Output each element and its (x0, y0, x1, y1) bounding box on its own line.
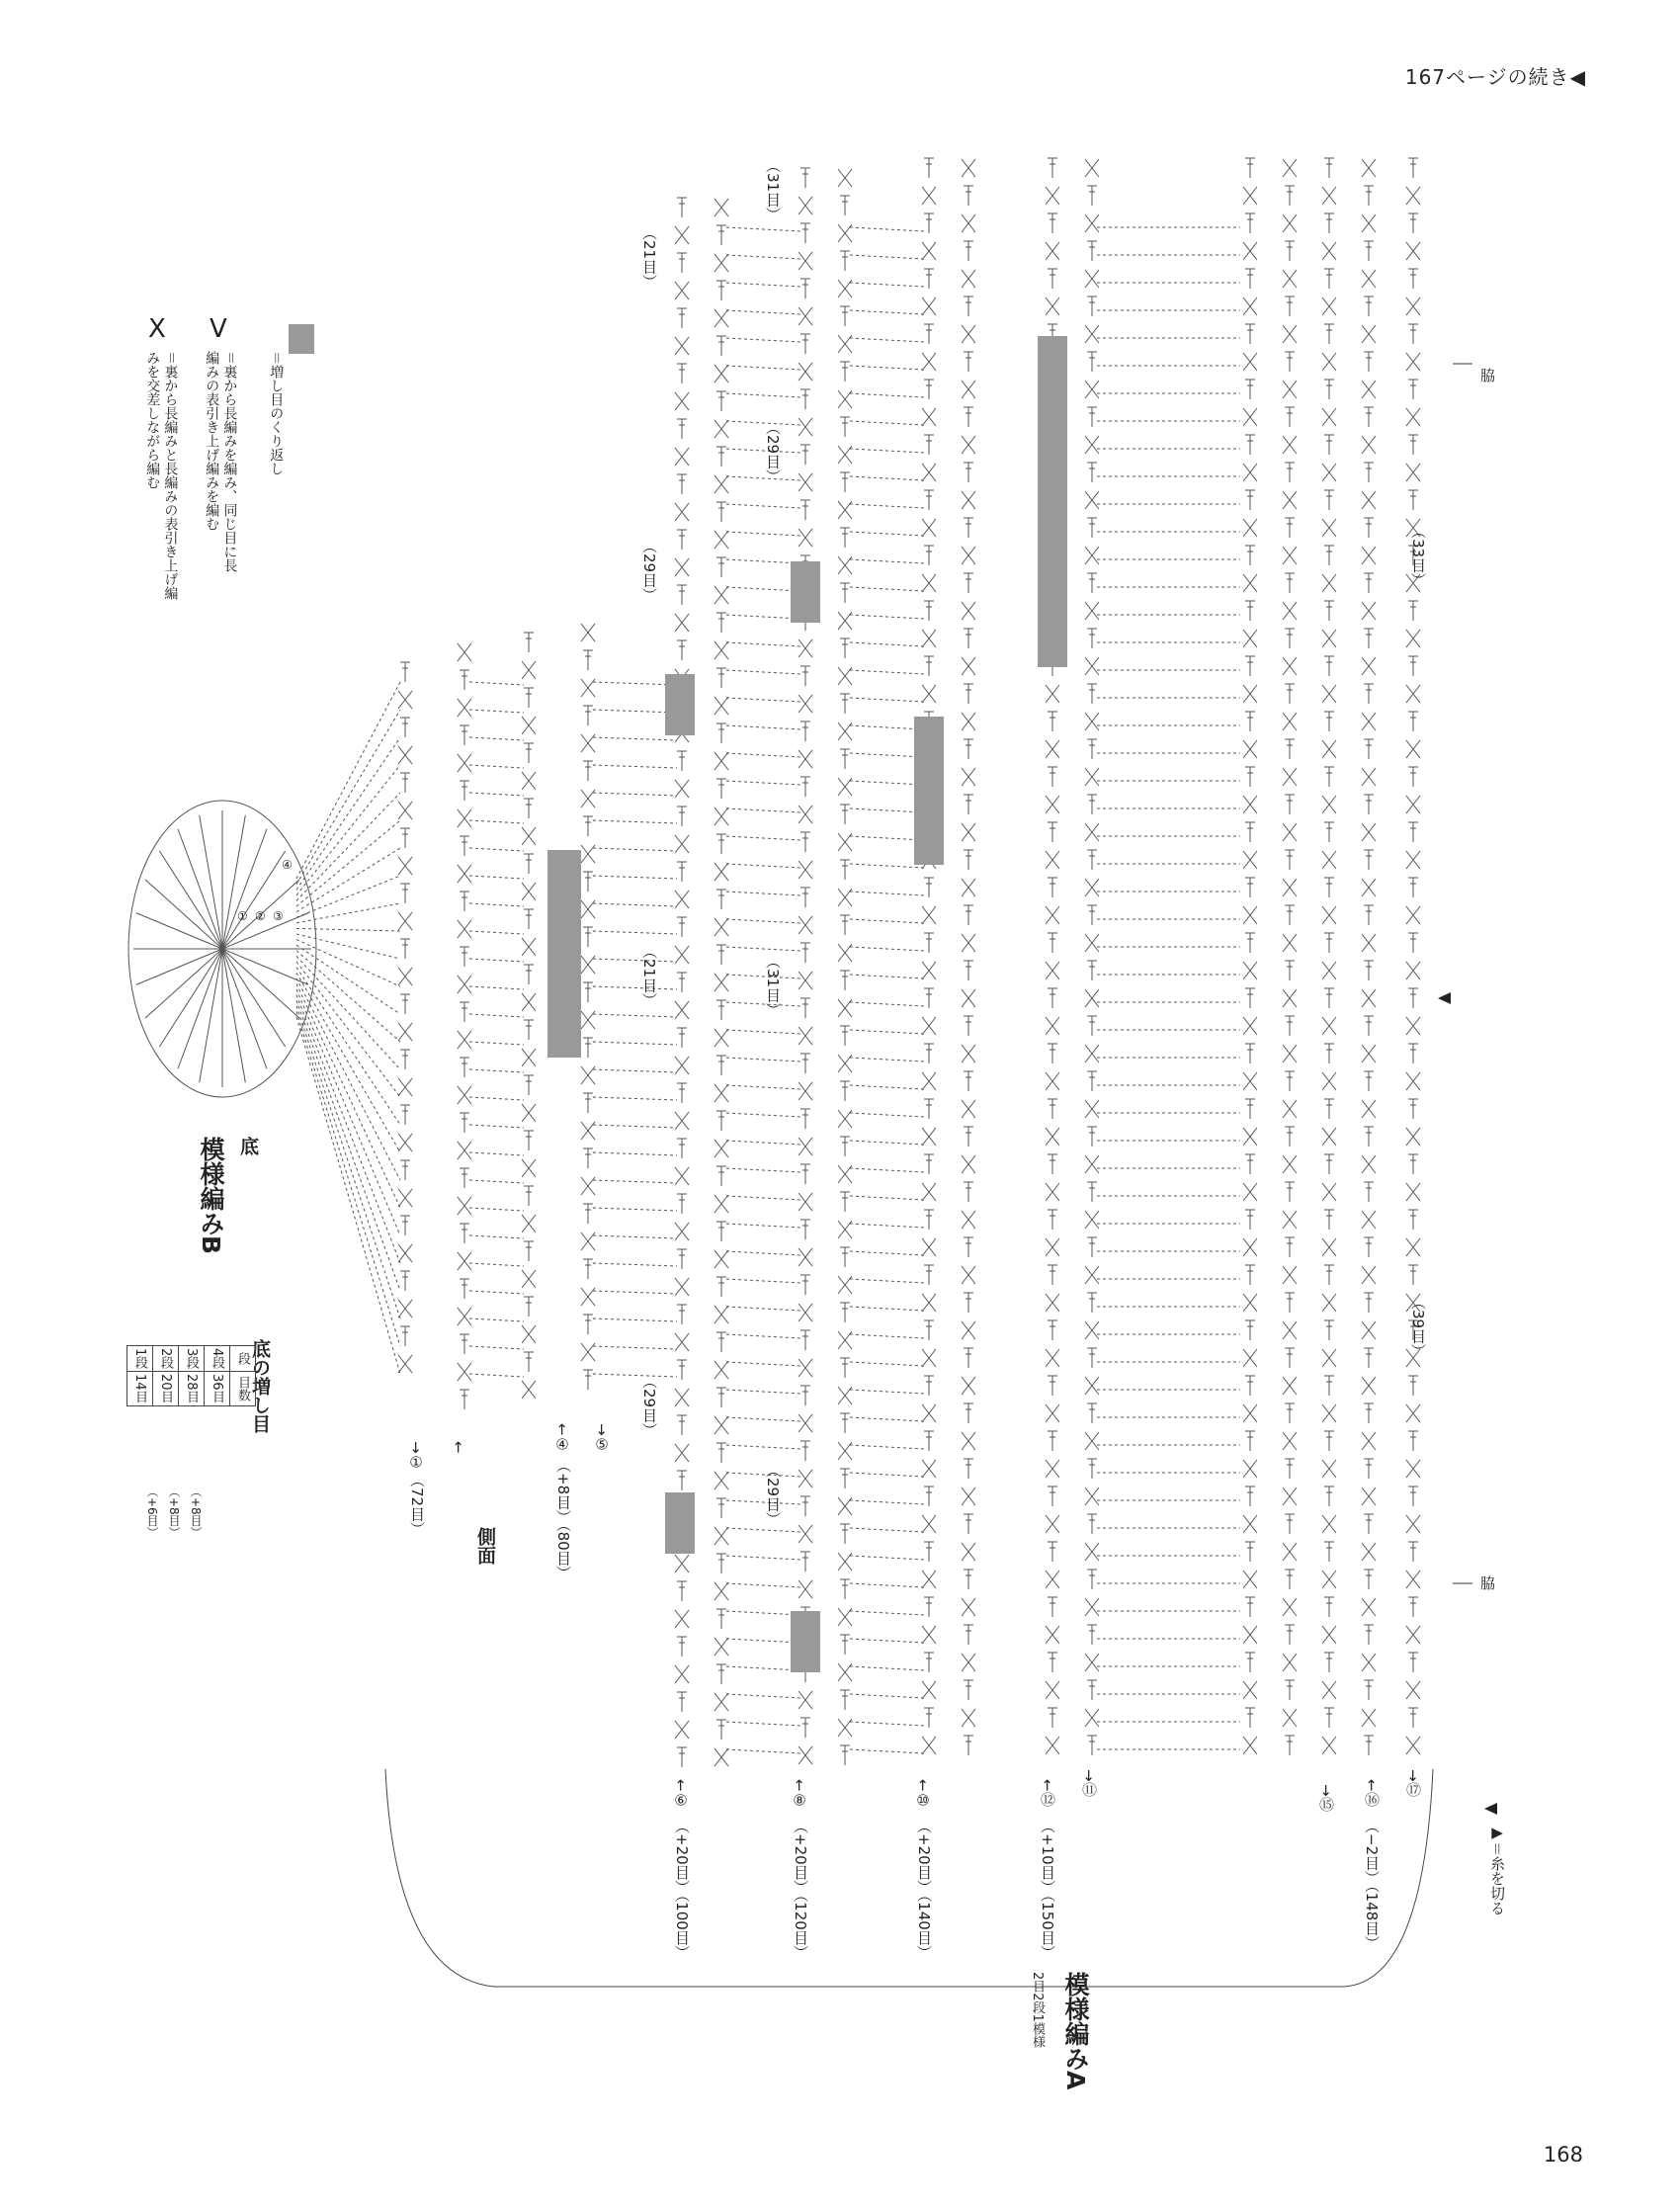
stitch-line (850, 1141, 924, 1145)
stitch-line (726, 753, 800, 757)
stitch-line (222, 949, 299, 1018)
stitch-line (593, 1291, 677, 1294)
stitch-line (469, 737, 524, 740)
stitch-line (726, 1113, 800, 1117)
stitch-line (726, 1583, 800, 1587)
stitch-line (726, 1196, 800, 1200)
stitch-line (850, 725, 924, 729)
pattern-a-bracket (385, 1769, 1433, 1987)
table-cell: 3段 (179, 1346, 205, 1372)
stitch-line (850, 947, 924, 951)
stitch-line (726, 1307, 800, 1311)
stitch-line (850, 1611, 924, 1615)
row-label-marker: ←⑫ (1039, 1779, 1056, 1807)
stitch-line (850, 1445, 924, 1449)
stitch-line (726, 1417, 800, 1421)
stitch-line (850, 892, 924, 895)
segment-count: （33目） (1409, 524, 1427, 588)
increase-block (547, 850, 581, 1058)
stitch-line (726, 1749, 800, 1753)
cut-yarn-legend-marker (1484, 1803, 1497, 1815)
stitch-line (726, 1639, 800, 1643)
row-label-marker: ←⑧ (791, 1779, 808, 1810)
stitch-line (726, 366, 800, 370)
stitch-line (726, 1168, 800, 1172)
stitch-line (469, 1235, 524, 1238)
increase-block (665, 1492, 695, 1554)
stitch-line (469, 710, 524, 713)
stitch-line (726, 1030, 800, 1034)
stitch-line (850, 753, 924, 757)
bottom-round-1: ① (237, 909, 248, 923)
stitch-line (726, 255, 800, 259)
stitch-line (850, 421, 924, 425)
increase-block (791, 561, 820, 623)
stitch-line (469, 959, 524, 962)
stitch-line (593, 1014, 677, 1017)
stitch-line (593, 959, 677, 962)
stitch-line (296, 962, 400, 1097)
stitch-line (178, 829, 222, 949)
stitch-line (469, 903, 524, 906)
stitch-line (850, 1473, 924, 1477)
increase-block (791, 1611, 820, 1672)
stitch-line (850, 393, 924, 397)
stitch-line (850, 1722, 924, 1726)
bottom-round-3: ③ (273, 909, 284, 923)
stitch-line (469, 848, 524, 851)
stitch-line (469, 986, 524, 989)
pattern-a-title: 模様編みA (1061, 1972, 1090, 2090)
stitch-line (593, 1346, 677, 1349)
stitch-line (726, 393, 800, 397)
stitch-line (469, 793, 524, 796)
cut-yarn-marker (1438, 992, 1451, 1004)
row-label-note: （+10目）（150目） (1039, 1819, 1056, 1960)
stitch-line (850, 1002, 924, 1006)
stitch-line (726, 1528, 800, 1532)
increase-block (914, 717, 944, 865)
stitch-line (726, 725, 800, 729)
stitch-line (850, 615, 924, 619)
stitch-line (159, 949, 222, 1047)
table-change: （+6目） (145, 1486, 159, 1539)
stitch-line (469, 1291, 524, 1294)
increase-block (1038, 336, 1067, 667)
stitch-line (850, 1058, 924, 1062)
stitch-line (593, 1125, 677, 1128)
row-label-marker: ←⑥ (672, 1779, 690, 1810)
stitch-line (850, 781, 924, 785)
stitch-line (296, 978, 400, 1180)
stitch-line (850, 1334, 924, 1338)
stitch-line (726, 1251, 800, 1255)
row-label-note: （+20目）（100目） (673, 1819, 691, 1960)
segment-count: （31目） (764, 954, 782, 1018)
stitch-line (850, 1030, 924, 1034)
stitch-line (296, 928, 400, 931)
stitch-line (850, 1224, 924, 1228)
bottom-title: 底 (237, 1137, 259, 1155)
stitch-line (469, 1346, 524, 1349)
stitch-line (593, 876, 677, 879)
stitch-line (222, 829, 267, 949)
stitch-line (726, 559, 800, 563)
row-label-marker: →⑮ (1317, 1784, 1335, 1812)
page-number: 168 (1543, 2143, 1583, 2167)
stitch-line (726, 587, 800, 591)
segment-count: （39目） (1409, 1295, 1427, 1359)
stitch-line (296, 876, 400, 917)
stitch-line (850, 1251, 924, 1255)
stitch-line (222, 949, 308, 984)
stitch-line (469, 1208, 524, 1211)
legend-cut-yarn: ▶＝糸を切る (1488, 1824, 1506, 1916)
stitch-line (726, 1085, 800, 1089)
stitch-line (850, 1168, 924, 1172)
stitch-line (726, 808, 800, 812)
stitch-line (850, 1500, 924, 1504)
stitch-line (850, 449, 924, 453)
stitch-line (726, 1058, 800, 1062)
stitch-line (726, 670, 800, 674)
stitch-line (850, 1749, 924, 1753)
stitch-line (850, 255, 924, 259)
stitch-line (296, 989, 400, 1235)
stitch-line (850, 366, 924, 370)
row-label-marker: →⑪ (1080, 1769, 1098, 1797)
table-header: 段 (230, 1346, 256, 1372)
table-cell: 4段 (205, 1346, 230, 1372)
side-marker-bottom: 脇 (1478, 1575, 1496, 1590)
table-cell: 36目 (205, 1372, 230, 1406)
stitch-line (726, 1362, 800, 1366)
stitch-line (296, 765, 400, 895)
increase-table-title: 底の増し目 (249, 1339, 271, 1433)
segment-count: （21目） (640, 225, 658, 290)
stitch-line (469, 1180, 524, 1183)
stitch-line (296, 1000, 400, 1291)
stitch-line (726, 781, 800, 785)
stitch-line (726, 1141, 800, 1145)
stitch-line (469, 1042, 524, 1045)
stitch-line (200, 949, 222, 1082)
stitch-line (850, 1362, 924, 1366)
stitch-line (726, 1224, 800, 1228)
stitch-line (850, 1417, 924, 1421)
table-cell: 20目 (153, 1372, 179, 1406)
stitch-line (145, 949, 222, 1018)
stitch-line (850, 1390, 924, 1394)
table-cell: 1段 (127, 1346, 153, 1372)
stitch-line (726, 947, 800, 951)
stitch-line (726, 1445, 800, 1449)
stitch-line (593, 737, 677, 740)
stitch-line (593, 1097, 677, 1100)
stitch-line (850, 1694, 924, 1698)
stitch-line (296, 983, 400, 1208)
legend-shaded: ＝増し目のくり返し (268, 351, 285, 475)
row-label-marker: →⑰ (1404, 1769, 1422, 1797)
continued-from-note: 167ページの続き◀ (1404, 65, 1586, 89)
stitch-line (593, 848, 677, 851)
stitch-line (469, 1014, 524, 1017)
pattern-b-title: 模様編みB (197, 1137, 225, 1255)
stitch-line (222, 949, 245, 1082)
row-label-marker: ← (450, 1441, 467, 1454)
stitch-line (726, 310, 800, 314)
stitch-line (850, 1666, 924, 1670)
stitch-line (136, 913, 222, 949)
stitch-line (469, 1069, 524, 1072)
stitch-line (593, 1152, 677, 1155)
table-cell: 14目 (127, 1372, 153, 1406)
stitch-line (469, 931, 524, 934)
stitch-line (469, 1152, 524, 1155)
stitch-line (850, 227, 924, 231)
stitch-line (850, 919, 924, 923)
stitch-line (593, 793, 677, 796)
stitch-line (850, 642, 924, 646)
stitch-line (850, 476, 924, 480)
row-label-note: （+20目）（140目） (915, 1819, 933, 1960)
stitch-line (850, 1085, 924, 1089)
table-cell: 2段 (153, 1346, 179, 1372)
stitch-line (726, 504, 800, 508)
table-header: 目数 (230, 1372, 256, 1406)
segment-count: （21目） (640, 944, 658, 1008)
row-label-marker: ←④ (553, 1423, 571, 1454)
stitch-line (593, 1318, 677, 1321)
bottom-round-2: ② (255, 909, 266, 923)
stitch-line (850, 1528, 924, 1532)
stitch-line (593, 820, 677, 823)
stitch-line (469, 682, 524, 685)
stitch-line (726, 919, 800, 923)
stitch-line (726, 1611, 800, 1615)
stitch-line (850, 338, 924, 342)
row-label-marker: →⑤ (593, 1423, 611, 1454)
stitch-line (469, 1263, 524, 1266)
stitch-line (593, 1042, 677, 1045)
table-change: （+8目） (189, 1486, 203, 1539)
row-label-note: （+8目）（80目） (554, 1458, 572, 1580)
legend-cross-stitch: ＝裏から長編みと長編みの表引き上げ編みを交差しながら編む (144, 351, 179, 600)
stitch-line (850, 864, 924, 868)
legend-v-stitch: ＝裏から長編みを編み、同じ目に長編みの表引き上げ編みを編む (204, 351, 238, 572)
stitch-line (469, 765, 524, 768)
stitch-line (296, 1017, 400, 1374)
increase-block (665, 674, 695, 735)
stitch-line (593, 765, 677, 768)
stitch-line (469, 1318, 524, 1321)
stitch-line (178, 949, 222, 1068)
stitch-line (593, 1208, 677, 1211)
stitch-line (296, 995, 400, 1263)
stitch-line (593, 1263, 677, 1266)
row-label-note: （−2目）（148目） (1363, 1819, 1381, 1951)
segment-count: （29目） (764, 420, 782, 484)
stitch-line (850, 975, 924, 978)
stitch-line (726, 698, 800, 702)
stitch-line (593, 682, 677, 685)
side-marker-top: 脇 (1478, 368, 1496, 382)
stitch-line (469, 1125, 524, 1128)
stitch-line (850, 559, 924, 563)
stitch-line (469, 1097, 524, 1100)
stitch-line (469, 820, 524, 823)
stitch-line (850, 1556, 924, 1560)
stitch-line (726, 892, 800, 895)
stitch-line (222, 949, 267, 1068)
stitch-line (726, 1390, 800, 1394)
stitch-line (726, 864, 800, 868)
bottom-round-4: ④ (282, 858, 293, 872)
stitch-line (850, 1639, 924, 1643)
v-stitch-icon: Ⅴ (210, 314, 227, 344)
pattern-a-repeat: 2目2段1模様 (1030, 1972, 1045, 2048)
stitch-line (222, 949, 286, 1047)
stitch-line (726, 615, 800, 619)
stitch-line (850, 1196, 924, 1200)
stitch-line (469, 1374, 524, 1377)
stitch-line (159, 851, 222, 949)
stitch-line (850, 532, 924, 536)
stitch-line (850, 1113, 924, 1117)
table-change: （+8目） (167, 1486, 181, 1539)
stitch-line (850, 836, 924, 840)
stitch-line (726, 1556, 800, 1560)
stitch-line (296, 737, 400, 890)
stitch-line (850, 698, 924, 702)
table-cell: 28目 (179, 1372, 205, 1406)
stitch-line (850, 504, 924, 508)
stitch-line (296, 793, 400, 900)
stitch-line (726, 1279, 800, 1283)
segment-count: （29目） (640, 539, 658, 603)
stitch-line (145, 880, 222, 949)
stitch-line (296, 820, 400, 906)
stitch-line (850, 1279, 924, 1283)
stitch-line (593, 1235, 677, 1238)
segment-count: （29目） (764, 1463, 782, 1527)
stitch-line (593, 710, 677, 713)
stitch-line (593, 1374, 677, 1377)
stitch-line (850, 283, 924, 287)
row-label-marker: ←⑩ (914, 1779, 932, 1810)
row-label-marker: ←⑯ (1363, 1779, 1381, 1807)
stitch-line (726, 642, 800, 646)
stitch-line (850, 1307, 924, 1311)
stitch-line (593, 931, 677, 934)
stitch-line (726, 1666, 800, 1670)
stitch-line (296, 682, 400, 879)
side-title: 側面 (474, 1527, 496, 1565)
stitch-line (593, 986, 677, 989)
stitch-line (850, 587, 924, 591)
stitch-line (222, 851, 286, 949)
legend-shade-swatch (289, 324, 314, 354)
row-label-marker: →① (407, 1441, 425, 1472)
stitch-line (726, 283, 800, 287)
stitch-line (850, 1583, 924, 1587)
stitch-line (726, 1694, 800, 1698)
stitch-line (850, 808, 924, 812)
stitch-line (726, 1334, 800, 1338)
stitch-line (850, 310, 924, 314)
stitch-line (726, 836, 800, 840)
stitch-line (726, 227, 800, 231)
row-label-note: （+20目）（120目） (792, 1819, 809, 1960)
stitch-line (593, 1069, 677, 1072)
stitch-line (850, 670, 924, 674)
stitch-line (726, 532, 800, 536)
segment-count: （29目） (640, 1374, 658, 1438)
stitch-line (593, 903, 677, 906)
stitch-line (296, 951, 400, 1042)
stitch-line (200, 815, 222, 949)
cross-stitch-icon: Ⅹ (148, 314, 166, 344)
stitch-line (726, 1722, 800, 1726)
stitch-line (593, 1180, 677, 1183)
stitch-line (222, 815, 245, 949)
segment-count: （31目） (764, 158, 782, 222)
row-label-note: （72目） (408, 1473, 426, 1537)
stitch-line (726, 338, 800, 342)
stitch-line (136, 949, 222, 984)
stitch-line (469, 876, 524, 879)
